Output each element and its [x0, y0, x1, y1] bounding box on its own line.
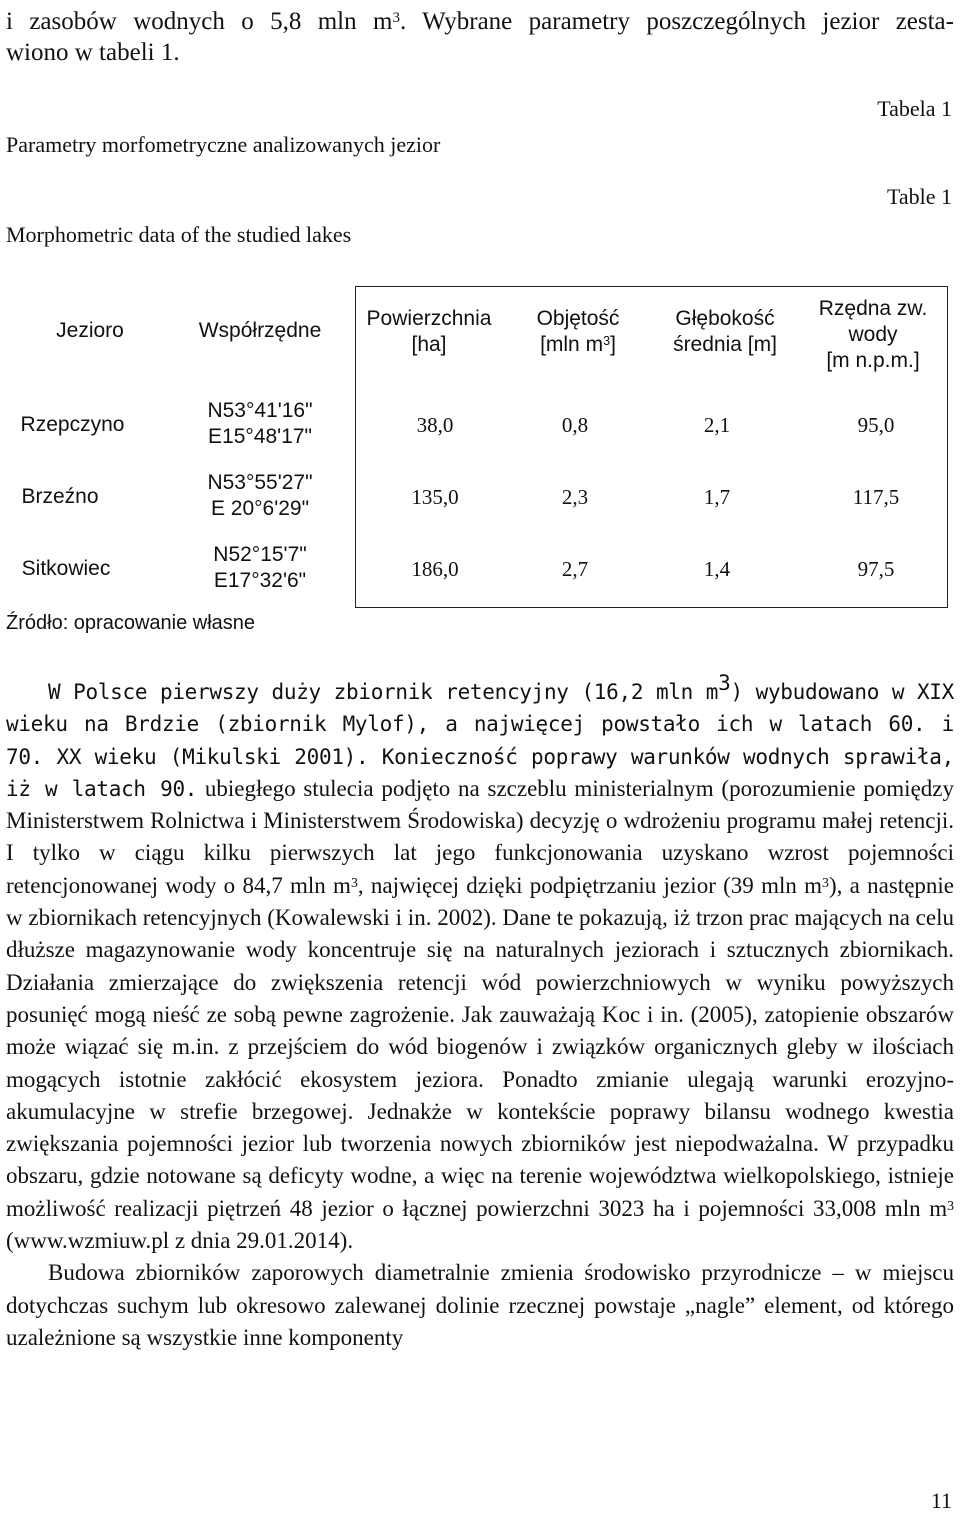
row-2-elevation: 117,5	[852, 485, 900, 509]
header-coordinates: Współrzędne	[198, 319, 322, 342]
row-2-depth: 1,7	[703, 485, 731, 509]
paragraph-2: Budowa zbiorników zaporowych diametralnie zmienia środowisko przyrodnicze – w miejscu dotychczas suchym lub okresowo zalewanej dolinie rzecznej powstaje „nagle” element, od którego uzależnione są wszystkie inne komponenty	[6, 1260, 954, 1350]
row-3-elevation: 97,5	[857, 557, 895, 581]
table-label-en: Table 1	[886, 184, 952, 209]
row-3-volume: 2,7	[561, 557, 589, 581]
page-number: 11	[930, 1488, 952, 1513]
intro-line-1: i zasobów wodnych o 5,8 mln $m^3$. Wybrane parametry poszczególnych jezior zesta-	[6, 8, 954, 35]
row-1-elevation: 95,0	[857, 413, 895, 437]
body-text	[6, 670, 954, 1354]
row-2-volume: 2,3	[561, 485, 589, 509]
row-2-area: 135,0	[411, 485, 459, 509]
header-volume: Objętość [mln $m^3$]	[536, 307, 620, 356]
paragraph-1: W Polsce pierwszy duży zbiornik retencyjny (16,2 mln $m^3$) wybudowano w XIX wieku na Brdzie (zbiornik Mylof), a najwięcej powstało ich w latach 60. i 70. XX wieku (Mikulski 2001). Konieczność poprawy warunków wodnych sprawiła, iż w latach 90. ubiegłego stulecia podjęto na szczeblu ministerialnym (porozumienie pomiędzy Ministerstwem Rolnictwa i Ministerstwem Środowiska) decyzję o wdrożeniu programu małej retencji. I tylko w ciągu kilku pierwszych lat jego funkcjonowania uzyskano wzrost pojemności retencjonowanej wody o 84,7 mln $m^3$, najwięcej dzięki podpiętrzaniu jezior (39 mln $m^3$), a następnie w zbiornikach retencyjnych (Kowalewski i in. 2002). Dane te pokazują, iż trzon prac mających na celu dłuższe magazynowanie wody koncentruje się na naturalnych jeziorach i sztucznych zbiornikach. Działania zmierzające do zwiększenia retencji wód powierzchniowych w wyniku powyższych posunięć mogą nieść ze sobą pewne zagrożenie. Jak zauważają Koc i in. (2005), zatopienie obszarów może wiązać się m.in. z przejściem do wód biogenów i związków organicznych gleby w ilościach mogących istotnie zakłócić ekosystem jeziora. Ponadto zmianie ulegają warunki erozyjno-akumulacyjne w strefie brzegowej. Jednakże w kontekście poprawy bilansu wodnego kwestia zwiększania pojemności jezior lub tworzenia nowych zbiorników jest niepodważalna. W przypadku obszaru, gdzie notowane są deficyty wodne, a więc na terenie województwa wielkopolskiego, istnieje możliwość realizacji piętrzeń 48 jezior o łącznej powierzchni 3023 ha i pojemności 33,008 mln $m^3$ (www.wzmiuw.pl z dnia 29.01.2014).	[6, 670, 954, 1254]
row-1-coordinates: N53°41'16" E15°48'17"	[207, 399, 313, 448]
table-caption-pl: Parametry morfometryczne analizowanych jezior	[6, 132, 441, 157]
table-label-pl: Tabela 1	[877, 96, 952, 121]
row-2-coordinates: N53°55'27" E 20°6'29"	[207, 471, 313, 520]
table-caption-en: Morphometric data of the studied lakes	[6, 222, 352, 247]
row-3-area: 186,0	[411, 557, 459, 581]
header-elevation: Rzędna zw. wody [m n.p.m.]	[818, 297, 928, 372]
row-3-lake: Sitkowiec	[21, 557, 111, 580]
row-3-coordinates: N52°15'7" E17°32'6"	[213, 543, 307, 592]
row-1-depth: 2,1	[703, 413, 731, 437]
row-1-volume: 0,8	[561, 413, 589, 437]
header-lake: Jezioro	[56, 319, 124, 342]
header-depth: Głębokość średnia [m]	[673, 307, 777, 356]
intro-line-2: wiono w tabeli 1.	[6, 39, 180, 66]
row-1-area: 38,0	[416, 413, 454, 437]
header-area: Powierzchnia [ha]	[366, 307, 492, 356]
row-1-lake: Rzepczyno	[20, 413, 125, 436]
row-2-lake: Brzeźno	[21, 485, 99, 508]
table-source-note: Źródło: opracowanie własne	[6, 612, 256, 634]
morphometric-table	[0, 286, 948, 608]
intro-paragraph	[6, 6, 954, 68]
row-3-depth: 1,4	[703, 557, 731, 581]
